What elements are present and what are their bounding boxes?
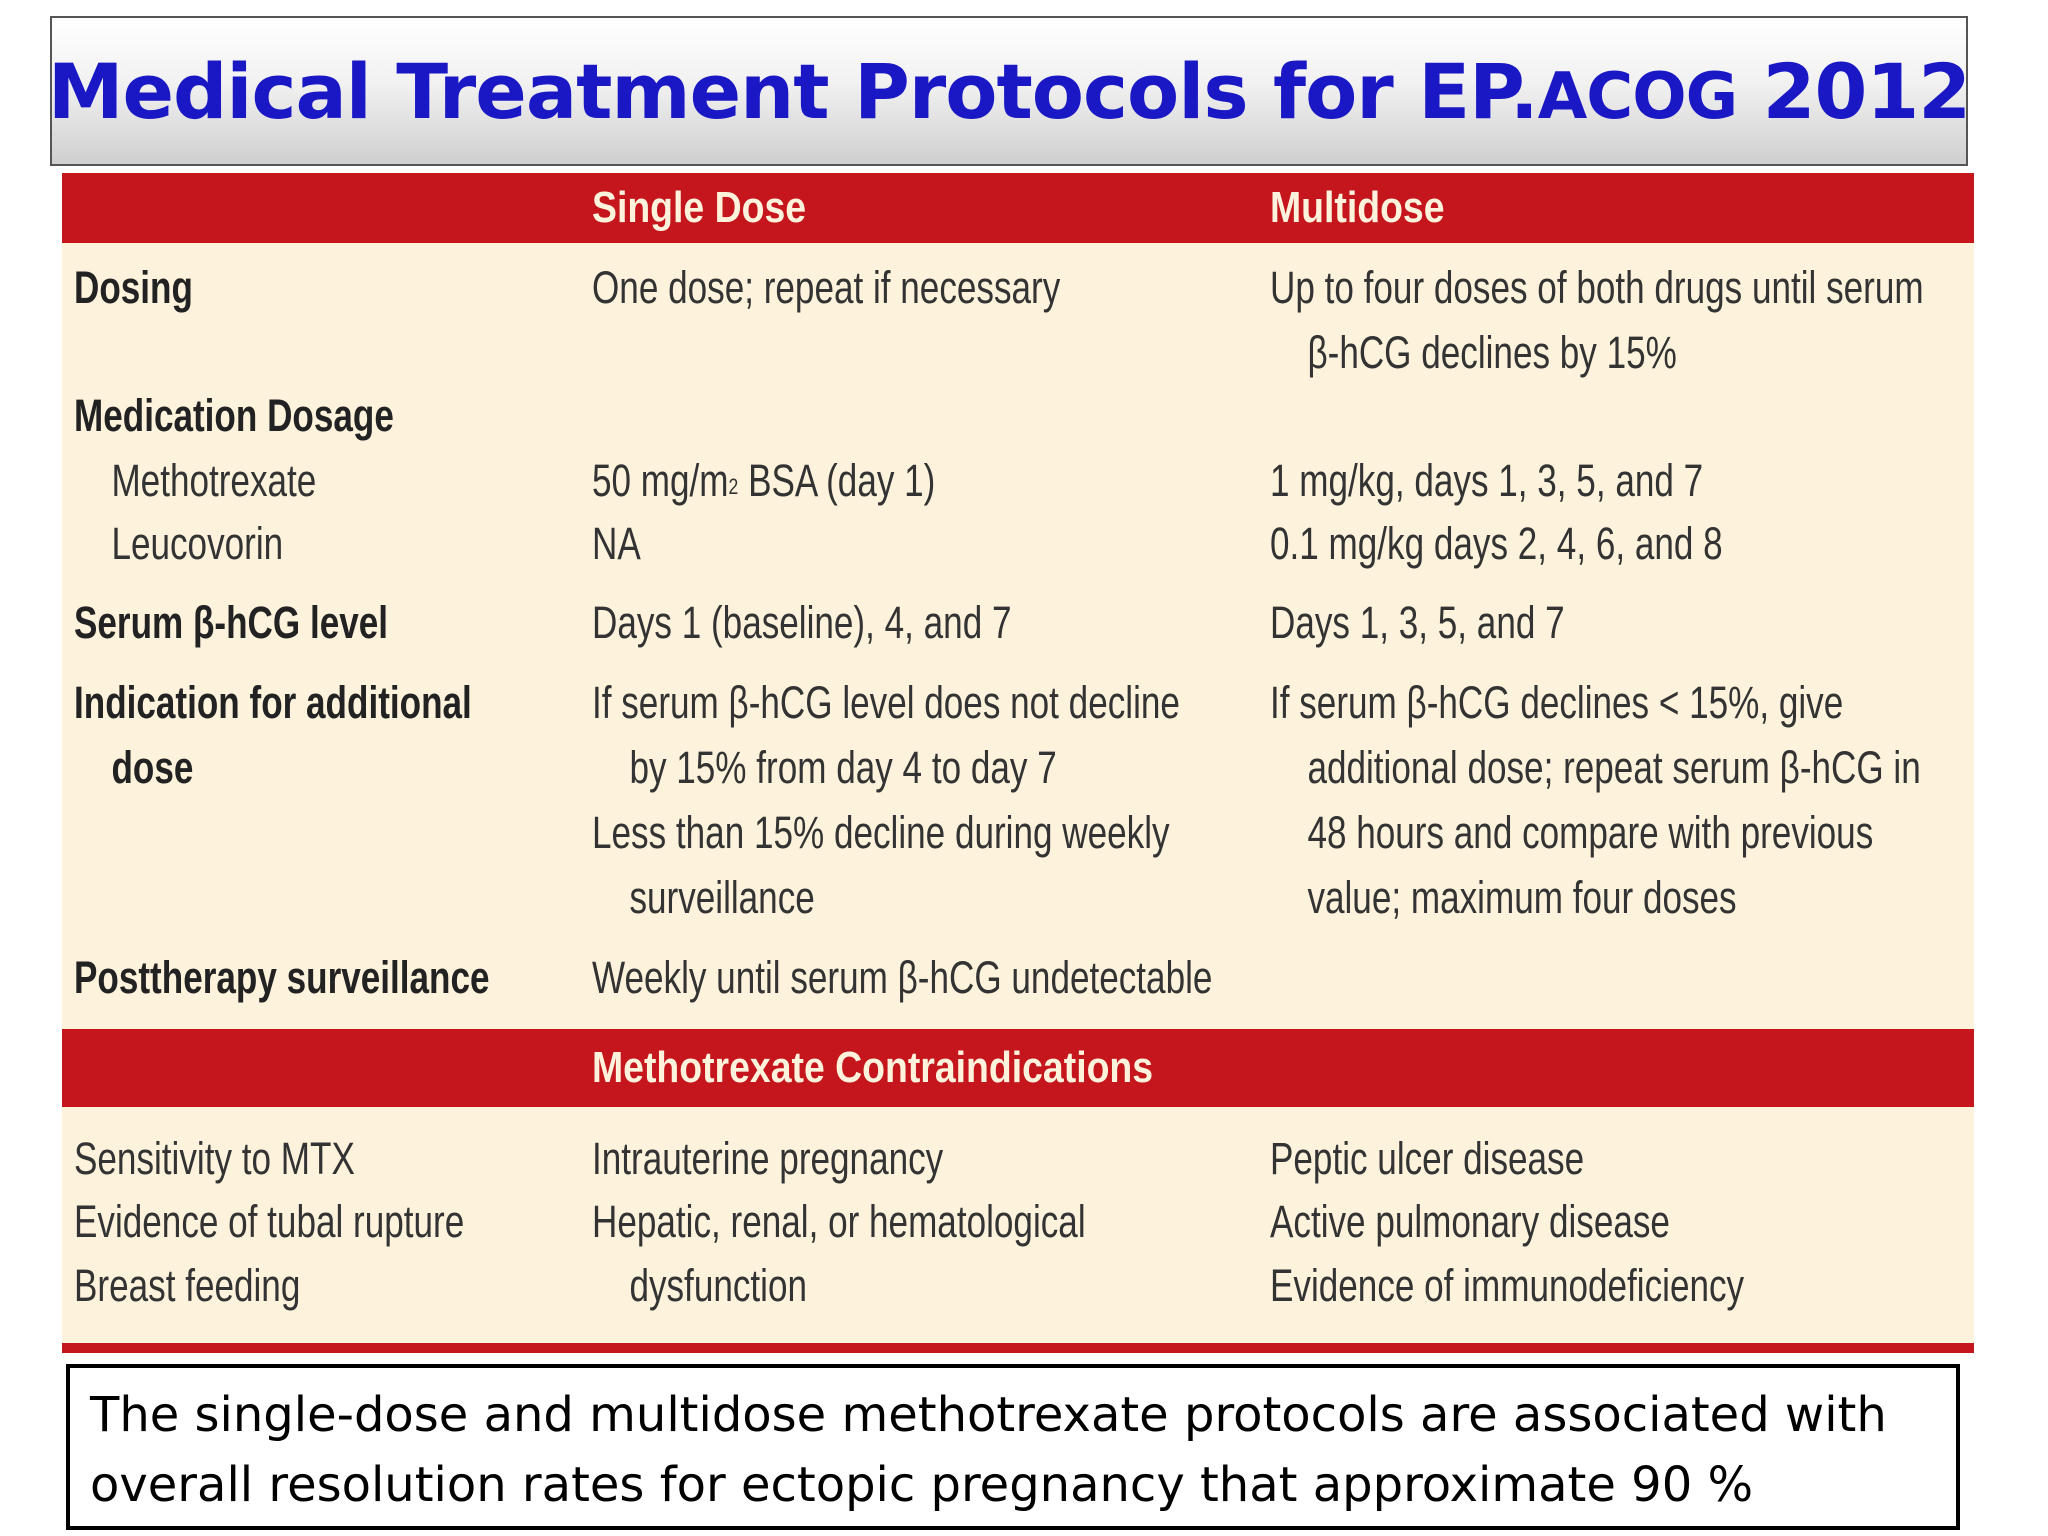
indication-multi-3: 48 hours and compare with previous <box>1307 807 1874 858</box>
contra-col1-1: Intrauterine pregnancy <box>592 1133 944 1184</box>
contra-col2-2: Active pulmonary disease <box>1270 1196 1670 1247</box>
mtx-dose-value: 50 mg/m <box>592 455 729 506</box>
title-source: ACOG <box>1537 59 1738 134</box>
indication-multi-4: value; maximum four doses <box>1307 872 1737 923</box>
indication-single-2: by 15% from day 4 to day 7 <box>629 742 1057 793</box>
leucovorin-multi: 0.1 mg/kg days 2, 4, 6, and 8 <box>1270 518 1723 569</box>
slide-title <box>48 47 1970 136</box>
indication-single-1: If serum β-hCG level does not decline <box>592 677 1180 728</box>
leucovorin-single: NA <box>592 518 641 569</box>
title-main: Medical Treatment Protocols for EP. <box>47 46 1538 136</box>
contra-col0-3: Breast feeding <box>74 1260 301 1311</box>
indication-single-3: Less than 15% decline during weekly <box>592 807 1170 858</box>
resolution-note <box>66 1364 1960 1530</box>
row-label-serum: Serum β-hCG level <box>74 597 389 648</box>
table-bottom-rule <box>62 1343 1974 1353</box>
posttherapy-single: Weekly until serum β-hCG undetectable <box>592 952 1213 1003</box>
title-year: 2012 <box>1737 46 1971 136</box>
header-multidose: Multidose <box>1270 183 1445 232</box>
row-label-posttherapy: Posttherapy surveillance <box>74 952 490 1003</box>
row-label-indication-1: Indication for additional <box>74 677 472 728</box>
indication-multi-1: If serum β-hCG declines < 15%, give <box>1270 677 1844 728</box>
row-label-methotrexate: Methotrexate <box>111 455 317 506</box>
indication-single-4: surveillance <box>629 872 815 923</box>
mtx-dose-exponent: 2 <box>728 474 739 499</box>
contra-col0-2: Evidence of tubal rupture <box>74 1196 465 1247</box>
title-bar <box>47 16 1971 166</box>
contra-col0-1: Sensitivity to MTX <box>74 1133 355 1184</box>
contraindications-header: Methotrexate Contraindications <box>592 1043 1154 1092</box>
contra-col1-2: Hepatic, renal, or hematological <box>592 1196 1086 1247</box>
header-single-dose: Single Dose <box>592 183 807 232</box>
dosing-multi-1: Up to four doses of both drugs until serum <box>1270 262 1924 313</box>
protocol-table <box>62 173 1974 1349</box>
contra-col1-3: dysfunction <box>629 1260 807 1311</box>
serum-single: Days 1 (baseline), 4, and 7 <box>592 597 1012 648</box>
table-header-band <box>62 173 1974 243</box>
methotrexate-single <box>592 448 935 513</box>
dosing-single: One dose; repeat if necessary <box>592 262 1061 313</box>
mtx-dose-unit: BSA (day 1) <box>738 455 936 506</box>
dosing-multi-2: β-hCG declines by 15% <box>1307 327 1677 378</box>
contra-col2-1: Peptic ulcer disease <box>1270 1133 1585 1184</box>
note-line-1: The single-dose and multidose methotrexate protocols are associated with <box>90 1387 1887 1443</box>
contra-col2-3: Evidence of immunodeficiency <box>1270 1260 1745 1311</box>
methotrexate-multi: 1 mg/kg, days 1, 3, 5, and 7 <box>1270 455 1704 506</box>
row-label-medication: Medication Dosage <box>74 390 394 441</box>
row-label-leucovorin: Leucovorin <box>111 518 284 569</box>
row-label-indication-2: dose <box>111 742 194 793</box>
contraindications-band <box>62 1029 1974 1107</box>
note-line-2: overall resolution rates for ectopic pregnancy that approximate 90 % <box>90 1457 1754 1513</box>
indication-multi-2: additional dose; repeat serum β-hCG in <box>1307 742 1921 793</box>
row-label-dosing: Dosing <box>74 262 193 313</box>
serum-multi: Days 1, 3, 5, and 7 <box>1270 597 1565 648</box>
